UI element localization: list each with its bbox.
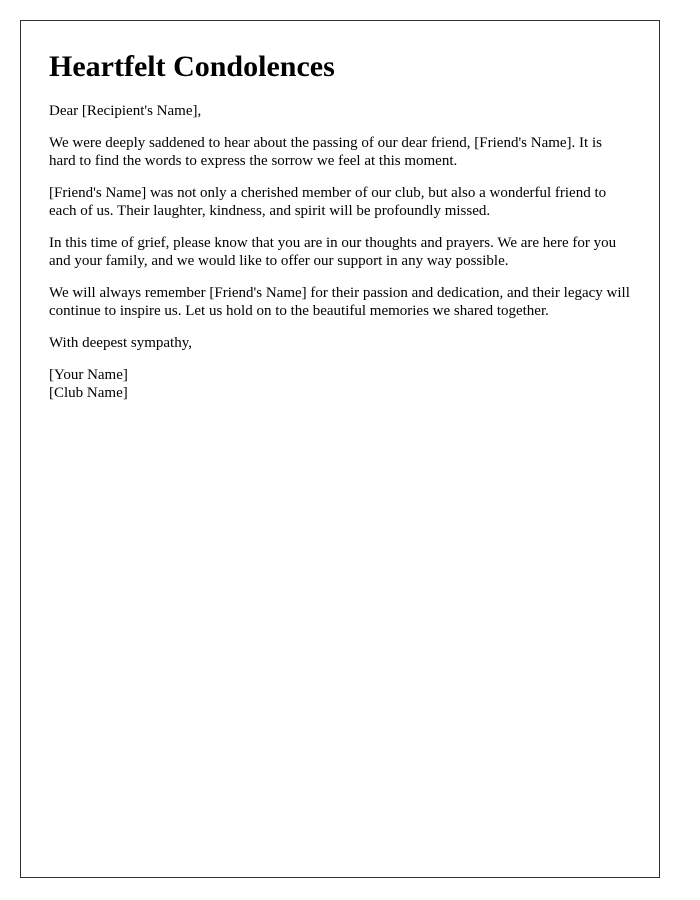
letter-title: Heartfelt Condolences xyxy=(49,50,335,83)
letter-paragraph-2: [Friend's Name] was not only a cherished member of our club, but also a wonderful friend to each of us. Their laughter, kindness, and spirit will be profoundly missed. xyxy=(49,185,607,219)
signature-name: [Your Name] xyxy=(49,367,128,383)
signature-club: [Club Name] xyxy=(49,385,128,401)
letter-salutation: Dear [Recipient's Name], xyxy=(49,103,202,119)
letter-closing: With deepest sympathy, xyxy=(49,335,192,351)
letter-container xyxy=(20,20,660,878)
signature-block xyxy=(49,366,631,402)
letter-paragraph-1: We were deeply saddened to hear about the passing of our dear friend, [Friend's Name]. It is hard to find the words to express the sorrow we feel at this moment. xyxy=(49,135,602,169)
letter-paragraph-4: We will always remember [Friend's Name] for their passion and dedication, and their legacy will continue to inspire us. Let us hold on to the beautiful memories we shared together. xyxy=(49,285,630,319)
letter-paragraph-3: In this time of grief, please know that you are in our thoughts and prayers. We are here for you and your family, and we would like to offer our support in any way possible. xyxy=(49,235,617,269)
